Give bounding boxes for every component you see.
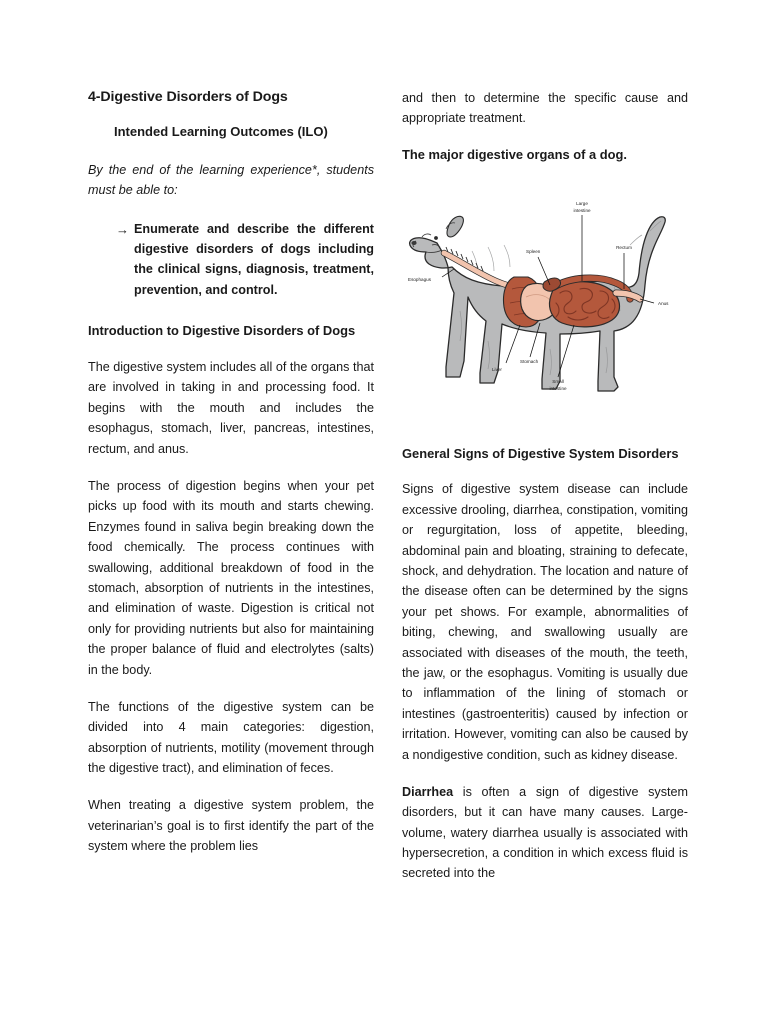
- right-arrow-icon: →: [116, 221, 129, 237]
- introduction-heading: Introduction to Digestive Disorders of Dogs: [88, 323, 356, 339]
- leader-spleen: [538, 257, 550, 285]
- label-esophagus: Esophagus: [408, 276, 431, 282]
- label-small-intestine-line2: intestine: [549, 385, 567, 391]
- paragraph-digestive-system-organs: The digestive system includes all of the organs that are involved in taking in and processing food. It begins with the mouth and includes the esophagus, stomach, liver, pancreas, intestines, rectum, and anus.: [88, 360, 374, 456]
- diarrhea-body-text: is often a sign of digestive system disorders, but it can have many causes. Large-volume, watery diarrhea usually is associated with hypersecretion, a condition in which excess fluid is secreted into the: [402, 784, 688, 881]
- paragraph-digestive-functions: The functions of the digestive system can be divided into 4 main categories: digestion, absorption of nutrients, motility (movement through the digestive tract), and elimination of feces.: [88, 699, 374, 776]
- right-column: [402, 88, 688, 948]
- paragraph-treatment-goal: When treating a digestive system problem, the veterinarian’s goal is to first identify the part of the system where the problem lies: [88, 798, 374, 854]
- label-spleen: Spleen: [526, 248, 541, 254]
- learning-outcome-text: Enumerate and describe the different digestive disorders of dogs including the clinical signs, diagnosis, treatment, prevention, and control.: [134, 221, 374, 297]
- two-column-layout: [88, 88, 688, 948]
- page-title: 4-Digestive Disorders of Dogs: [88, 89, 288, 105]
- label-large-intestine-line1: Large: [576, 200, 588, 206]
- paragraph-diarrhea: [402, 782, 688, 884]
- label-liver: Liver: [492, 366, 502, 372]
- label-stomach: Stomach: [520, 358, 539, 364]
- label-anus: Anus: [658, 300, 669, 306]
- learning-outcome-item: [88, 219, 374, 301]
- left-column: [88, 88, 374, 948]
- label-small-intestine-line1: Small: [552, 378, 564, 384]
- label-rectum: Rectum: [616, 244, 632, 250]
- ilo-intro-text: By the end of the learning experience*, students must be able to:: [88, 162, 374, 198]
- ilo-heading: Intended Learning Outcomes (ILO): [114, 123, 328, 139]
- organ-small-intestine: [550, 281, 620, 326]
- general-signs-heading: General Signs of Digestive System Disorders: [402, 445, 679, 461]
- dog-digestive-anatomy-figure: [402, 181, 688, 423]
- paragraph-treatment-goal-continued: and then to determine the specific cause and appropriate treatment.: [402, 91, 688, 126]
- diarrhea-lead-term: Diarrhea: [402, 784, 454, 799]
- label-large-intestine-line2: intestine: [573, 207, 591, 213]
- figure-caption: The major digestive organs of a dog.: [402, 146, 627, 162]
- paragraph-general-signs: Signs of digestive system disease can include excessive drooling, diarrhea, constipation, vomiting or regurgitation, loss of appetite, bleeding, abdominal pain and bloating, straining to defecate, shock, and dehydration. The location and nature of the disease often can be determined by the signs your pet shows. For example, abnormalities of biting, chewing, and swallowing usually are associated with diseases of the mouth, the teeth, the jaw, or the esophagus. Vomiting is usually due to inflammation of the lining of stomach or intestines (gastroenteritis) caused by infection or irritation. However, vomiting can also be caused by a nondigestive condition, such as kidney disease.: [402, 482, 688, 762]
- leader-liver: [506, 325, 520, 363]
- paragraph-digestion-process: The process of digestion begins when your pet picks up food with its mouth and starts chewing. Enzymes found in saliva begin breaking down the food chemically. The process continues with swallowing, additional breakdown of food in the stomach, absorption of nutrients in the intestines, and elimination of waste. Digestion is critical not only for providing nutrients but also for maintaining the proper balance of fluid and electrolytes (salts) in the body.: [88, 479, 374, 677]
